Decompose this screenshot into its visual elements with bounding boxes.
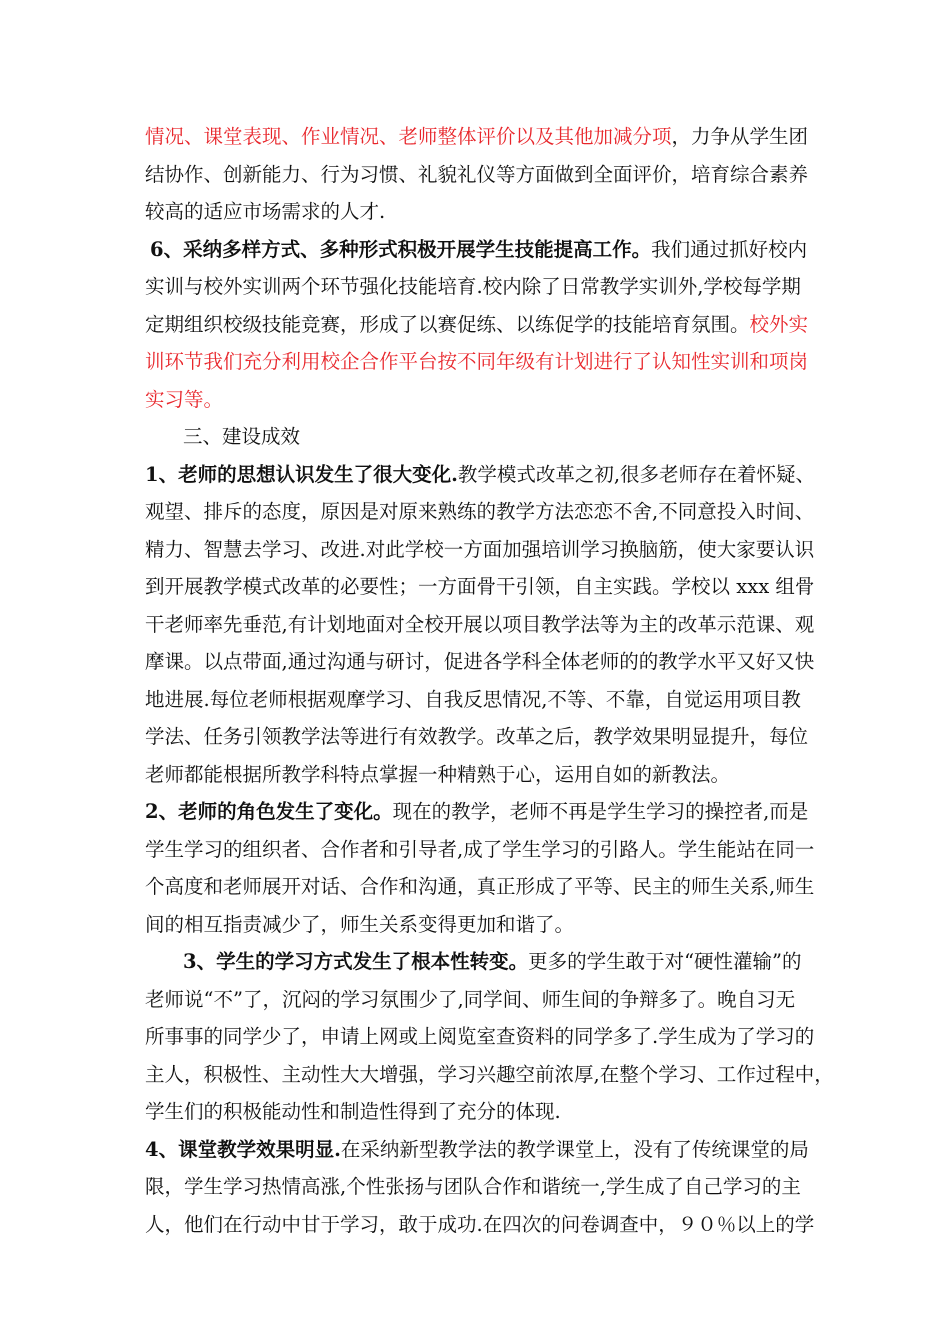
text-line [145, 943, 805, 981]
text-line: 结协作、创新能力、行为习惯、礼貌礼仪等方面做到全面评价，培育综合素养 [145, 162, 809, 186]
text-span: 定期组织校级技能竞赛，形成了以赛促练、以练促学的技能培育氛围。 [145, 312, 750, 336]
text-span: 教学模式改革之初,很多老师存在着怀疑、 [457, 462, 816, 486]
paragraph-skills [145, 231, 809, 419]
text-line: 所事事的同学少了，申请上网或上阅览室查资料的同学多了.学生成为了学习的 [145, 1025, 815, 1048]
text-line: 个高度和老师展开对话、合作和沟通，真正形成了平等、民主的师生关系,师生 [145, 875, 815, 898]
text-span: 更多的学生敢于对“硬性灌输”的 [528, 950, 802, 973]
highlighted-line: 训环节我们充分利用校企合作平台按不同年级有计划进行了认知性实训和项岗 [145, 350, 809, 373]
text-line [145, 793, 809, 831]
text-line [145, 118, 809, 156]
document-body [145, 118, 834, 1243]
text-line: 人，他们在行动中甘于学习，敢于成功.在四次的问卷调查中，９０％以上的学 [145, 1212, 815, 1236]
highlighted-text: 情况、课堂表现、作业情况、老师整体评价以及其他加减分项 [145, 125, 672, 148]
bold-lead: 4、课堂教学效果明显. [145, 1137, 341, 1161]
text-span: 我们通过抓好校内 [651, 237, 808, 261]
paragraph-learning-style [145, 943, 834, 1131]
text-line: 较高的适应市场需求的人才. [145, 200, 386, 223]
text-line: 老师说“不”了，沉闷的学习氛围少了,同学间、师生间的争辩多了。晚自习无 [145, 987, 796, 1011]
text-line [145, 231, 808, 269]
text-line: 限，学生学习热情高涨,个性张扬与团队合作和谐统一,学生成了自己学习的主 [145, 1175, 801, 1198]
text-line: 学生们的积极能动性和制造性得到了充分的体现. [145, 1100, 561, 1123]
text-line: 实训与校外实训两个环节强化技能培育.校内除了日常教学实训外,学校每学期 [145, 275, 801, 298]
text-span: 在采纳新型教学法的教学课堂上，没有了传统课堂的局 [340, 1137, 809, 1161]
text-span: ，力争从学生团 [671, 125, 809, 148]
paragraph-teacher-thinking [145, 456, 816, 794]
text-line: 观望、排斥的态度，原因是对原来熟练的教学方法恋恋不舍,不同意投入时间、 [145, 500, 815, 523]
highlighted-text: 校外实 [749, 312, 809, 336]
text-line [145, 456, 816, 494]
bold-lead: 2、老师的角色发生了变化。 [145, 800, 393, 823]
text-line: 到开展教学模式改革的必要性；一方面骨干引领，自主实践。学校以 xxx 组骨 [145, 575, 815, 598]
text-line [145, 306, 809, 344]
text-line: 干老师率先垂范,有计划地面对全校开展以项目教学法等为主的改革示范课、观 [145, 612, 815, 636]
text-line: 地进展.每位老师根据观摩学习、自我反思情况,不等、不靠，自觉运用项目教 [145, 687, 801, 711]
bold-lead: 3、学生的学习方式发生了根本性转变。 [183, 950, 529, 973]
text-line: 摩课。以点带面,通过沟通与研讨，促进各学科全体老师的的教学水平又好又快 [145, 650, 815, 673]
paragraph-teacher-role [145, 793, 815, 943]
text-line: 学法、任务引领教学法等进行有效教学。改革之后，教学效果明显提升，每位 [145, 725, 809, 748]
highlighted-line: 实习等。 [145, 387, 224, 411]
bold-lead: 1、老师的思想认识发生了很大变化. [145, 462, 458, 486]
paragraph-classroom-effect [145, 1131, 815, 1244]
text-line [145, 1131, 809, 1169]
section-heading: 三、建设成效 [183, 425, 301, 448]
text-line: 精力、智慧去学习、改进.对此学校一方面加强培训学习换脑筋，使大家要认识 [145, 537, 815, 561]
text-line: 间的相互指责减少了，师生关系变得更加和谐了。 [145, 912, 575, 936]
paragraph-evaluation [145, 118, 809, 231]
text-line: 主人，积极性、主动性大大增强，学习兴趣空前浓厚,在整个学习、工作过程中， [145, 1062, 834, 1086]
text-line: 老师都能根据所教学科特点掌握一种精熟于心，运用自如的新教法。 [145, 762, 731, 786]
bold-lead: 6、采纳多样方式、多种形式积极开展学生技能提高工作。 [150, 237, 652, 261]
text-line: 学生学习的组织者、合作者和引导者,成了学生学习的引路人。学生能站在同一 [145, 837, 815, 861]
text-span: 现在的教学，老师不再是学生学习的操控者,而是 [392, 800, 809, 823]
